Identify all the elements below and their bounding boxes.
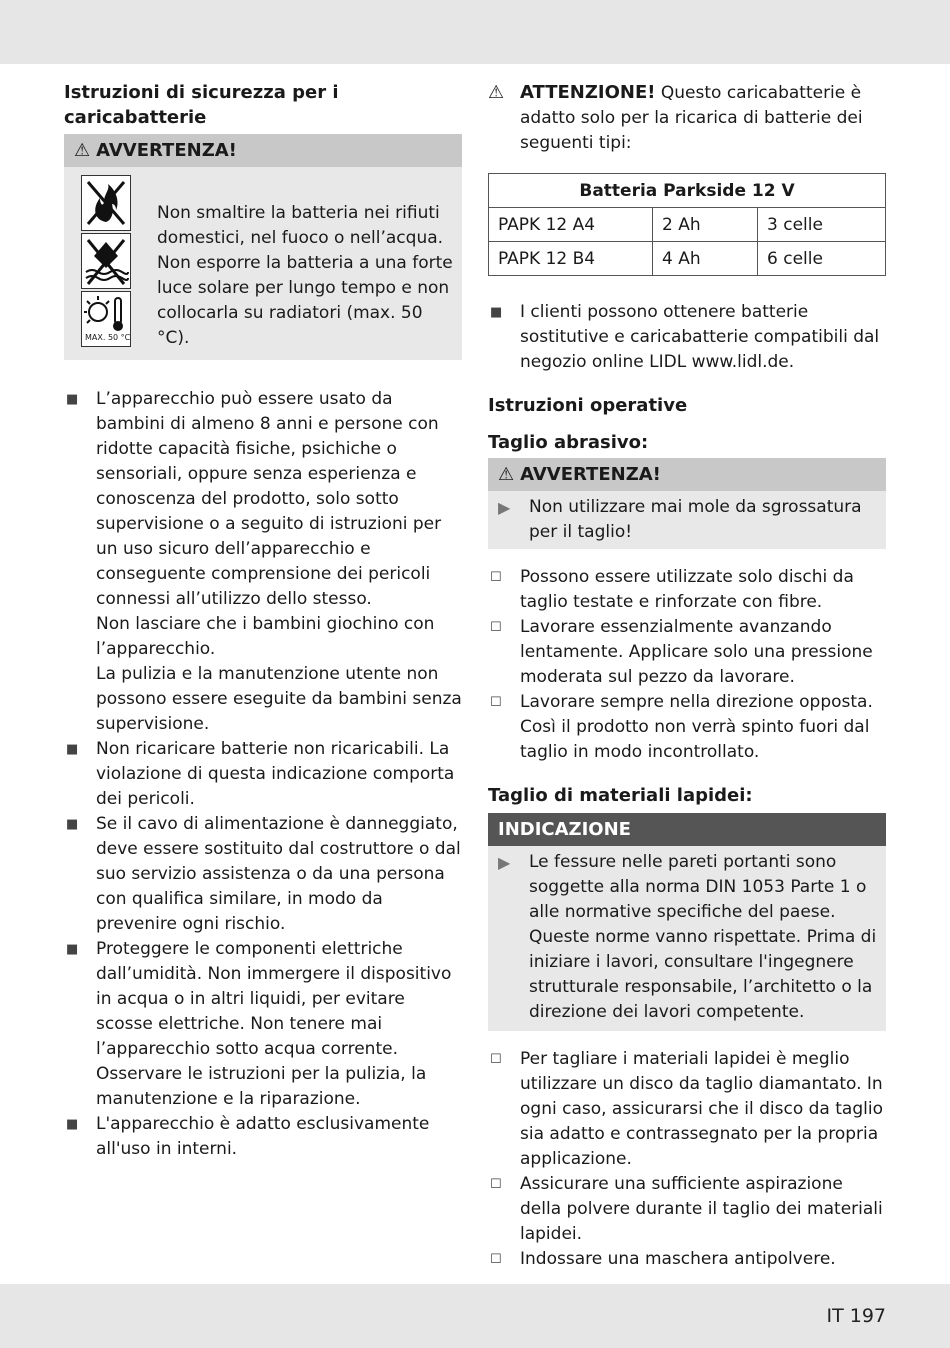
list-item: ▶ Non utilizzare mai mole da sgrossatura per il taglio! [498, 497, 862, 542]
table-header: Batteria Parkside 12 V [489, 174, 886, 208]
pictogram-stack [81, 175, 133, 349]
warning-triangle-icon: ⚠ [74, 140, 91, 161]
table-cell: 4 Ah [653, 242, 758, 276]
list-item: ☐ Assicurare una sufficiente aspirazione della polvere durante il taglio dei materiali lapidei. [490, 1174, 883, 1244]
square-bullet-icon: ■ [66, 392, 79, 407]
abrasive-title: Taglio abrasivo: [488, 432, 649, 453]
warning-list [488, 495, 886, 545]
max-temp-label: MAX. 50 °C [85, 333, 131, 342]
checkbox-bullet-icon: ☐ [490, 1052, 502, 1067]
table-cell: 3 celle [758, 208, 886, 242]
battery-table [488, 173, 886, 276]
square-bullet-icon: ■ [66, 942, 79, 957]
checkbox-bullet-icon: ☐ [490, 570, 502, 585]
note-box [488, 813, 886, 1031]
square-bullet-icon: ■ [66, 1117, 79, 1132]
checkbox-bullet-icon: ☐ [490, 620, 502, 635]
stone-list [488, 1047, 886, 1272]
attention-text: Questo caricabatterie è adatto solo per la ricarica di batterie dei seguenti tipi: [520, 83, 863, 153]
warning-header [64, 134, 462, 167]
square-bullet-icon: ■ [66, 817, 79, 832]
list-item: ■ L'apparecchio è adatto esclusivamente all'uso in interni. [66, 1114, 430, 1159]
list-item: ▶ Le fessure nelle pareti portanti sono soggette alla norma DIN 1053 Parte 1 o alle normative specifiche del paese. Queste norme vanno rispettate. Prima di iniziare i lavori, consultare l'ingegnere strutturale responsabile, l’architetto o la direzione dei lavori competente. [498, 852, 877, 1022]
warning-box [64, 134, 462, 360]
list-item-continuation: La pulizia e la manutenzione utente non possono essere eseguite da bambini senza supervisione. [96, 664, 462, 734]
table-cell: 6 celle [758, 242, 886, 276]
safety-list [64, 387, 462, 1162]
footer-band [0, 1284, 950, 1348]
customers-list [488, 300, 886, 375]
sun-heat-icon [81, 291, 131, 347]
table-cell: PAPK 12 B4 [489, 242, 653, 276]
list-item: ☐ Lavorare essenzialmente avanzando lentamente. Applicare solo una pressione moderata sul pezzo da lavorare. [490, 617, 873, 687]
list-item-continuation: Non lasciare che i bambini giochino con l’apparecchio. [96, 614, 435, 659]
warning-triangle-icon: ⚠ [498, 464, 515, 485]
list-item: ☐ Per tagliare i materiali lapidei è meglio utilizzare un disco da taglio diamantato. In ogni caso, assicurarsi che il disco da taglio sia adatto e contrassegnato per la propria applicazione. [490, 1049, 883, 1169]
checkbox-bullet-icon: ☐ [490, 695, 502, 710]
list-item: ☐ Lavorare sempre nella direzione opposta. Così il prodotto non verrà spinto fuori dal taglio in modo incontrollato. [490, 692, 873, 762]
square-bullet-icon: ■ [66, 742, 79, 757]
warning-label: AVVERTENZA! [96, 140, 237, 161]
stone-title: Taglio di materiali lapidei: [488, 785, 753, 806]
no-water-icon [81, 233, 131, 289]
table-cell: PAPK 12 A4 [489, 208, 653, 242]
triangle-bullet-icon: ▶ [498, 498, 511, 517]
attention-paragraph [488, 80, 886, 156]
square-bullet-icon: ■ [490, 305, 503, 320]
list-item: ■ Non ricaricare batterie non ricaricabili. La violazione di questa indicazione comporta dei pericoli. [66, 739, 455, 809]
left-column [64, 78, 462, 1162]
table-row [489, 208, 886, 242]
note-header: INDICAZIONE [488, 813, 886, 846]
list-item: ■ Proteggere le componenti elettriche dall’umidità. Non immergere il dispositivo in acqua o in altri liquidi, per evitare scosse elettriche. Non tenere mai l’apparecchio sotto acqua corrente. Osservare le istruzioni per la pulizia, la manutenzione e la riparazione. [66, 939, 452, 1109]
section-title: Istruzioni di sicurezza per i caricabatterie [64, 82, 339, 128]
list-item: ■ I clienti possono ottenere batterie sostitutive e caricabatterie compatibili dal negozio online LIDL www.lidl.de. [490, 302, 880, 372]
list-item: ☐ Indossare una maschera antipolvere. [488, 1247, 886, 1272]
list-item: ■ L’apparecchio può essere usato da bambini di almeno 8 anni e persone con ridotte capacità fisiche, psichiche o sensoriali, oppure senza esperienza e conoscenza del prodotto, solo sotto supervisione o a seguito di istruzioni per un uso sicuro dell’apparecchio e conseguente comprensione dei pericoli connessi all’utilizzo dello stesso. [66, 389, 442, 609]
abrasive-list [488, 565, 886, 765]
right-column [488, 78, 886, 1272]
warning-label: AVVERTENZA! [520, 464, 661, 485]
note-list [488, 850, 886, 1025]
warning-triangle-icon: ⚠ [488, 82, 505, 103]
table-cell: 2 Ah [653, 208, 758, 242]
operating-title: Istruzioni operative [488, 395, 688, 416]
abrasive-warning-box [488, 458, 886, 549]
checkbox-bullet-icon: ☐ [490, 1177, 502, 1192]
warning-text: Non smaltire la batteria nei rifiuti domestici, nel fuoco o nell’acqua. Non esporre la batteria a una forte luce solare per lungo tempo e non collocarla su radiatori (max. 50 °C). [157, 203, 453, 348]
no-fire-icon [81, 175, 131, 231]
list-item: ■ Se il cavo di alimentazione è danneggiato, deve essere sostituito dal costruttore o dal suo servizio assistenza o da una persona con qualifica similare, in modo da prevenire ogni rischio. [66, 814, 461, 934]
warning-header [488, 458, 886, 491]
header-band [0, 0, 950, 64]
list-item: ☐ Possono essere utilizzate solo dischi da taglio testate e rinforzate con fibre. [490, 567, 854, 612]
attention-label: ATTENZIONE! [520, 82, 656, 103]
checkbox-bullet-icon: ☐ [490, 1252, 502, 1267]
triangle-bullet-icon: ▶ [498, 853, 511, 872]
page-number: IT 197 [826, 1305, 886, 1327]
table-row [489, 242, 886, 276]
